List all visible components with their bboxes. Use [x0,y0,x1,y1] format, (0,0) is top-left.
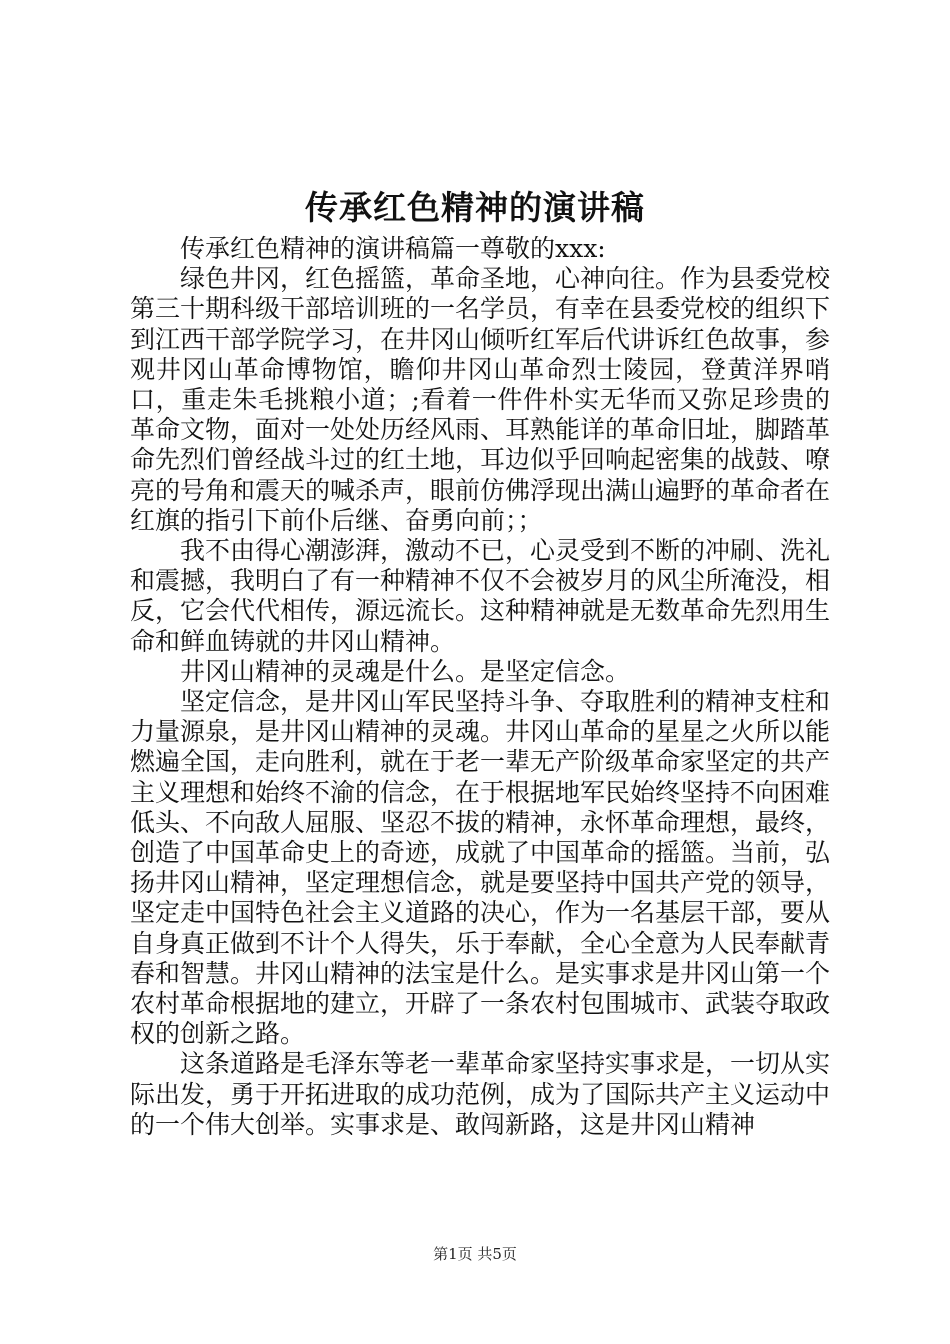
paragraph-4: 井冈山精神的灵魂是什么。是坚定信念。 [180,656,631,686]
document-body [130,234,830,1140]
paragraph-2: 绿色井冈，红色摇篮，革命圣地，心神向往。作为县委党校第三十期科级干部培训班的一名学员，有幸在县委党校的组织下到江西干部学院学习，在井冈山倾听红军后代讲诉红色故事，参观井冈山革命博物馆，瞻仰井冈山革命烈士陵园，登黄洋界哨口，重走朱毛挑粮小道；;看着一件件朴实无华而又弥足珍贵的革命文物，面对一处处历经风雨、耳熟能详的革命旧址，脚踏革命先烈们曾经战斗过的红土地，耳边似乎回响起密集的战鼓、嘹亮的号角和震天的喊杀声，眼前仿佛浮现出满山遍野的革命者在红旗的指引下前仆后继、奋勇向前；； [130,264,831,535]
page-footer: 第1页 共5页 [433,1245,517,1263]
paragraph-6: 这条道路是毛泽东等老一辈革命家坚持实事求是，一切从实际出发，勇于开拓进取的成功范例，成为了国际共产主义运动中的一个伟大创举。实事求是、敢闯新路，这是井冈山精神 [130,1049,831,1139]
paragraph-1: 传承红色精神的演讲稿篇一尊敬的xxx: [180,234,606,263]
paragraph-5: 坚定信念，是井冈山军民坚持斗争、夺取胜利的精神支柱和力量源泉，是井冈山精神的灵魂。井冈山革命的星星之火所以能燃遍全国，走向胜利，就在于老一辈无产阶级革命家坚定的共产主义理想和始终不渝的信念，在于根据地军民始终坚持不向困难低头、不向敌人屈服、坚忍不拔的精神，永怀革命理想，最终，创造了中国革命史上的奇迹，成就了中国革命的摇篮。当前，弘扬井冈山精神，坚定理想信念，就是要坚持中国共产党的领导，坚定走中国特色社会主义道路的决心，作为一名基层干部，要从自身真正做到不计个人得失，乐于奉献，全心全意为人民奉献青春和智慧。井冈山精神的法宝是什么。是实事求是井冈山第一个农村革命根据地的建立，开辟了一条农村包围城市、武装夺取政权的创新之路。 [130,687,831,1049]
paragraph-3: 我不由得心潮澎湃，激动不已，心灵受到不断的冲刷、洗礼和震撼，我明白了有一种精神不仅不会被岁月的风尘所淹没，相反，它会代代相传，源远流长。这种精神就是无数革命先烈用生命和鲜血铸就的井冈山精神。 [130,536,831,656]
document-title: 传承红色精神的演讲稿 [305,188,645,227]
